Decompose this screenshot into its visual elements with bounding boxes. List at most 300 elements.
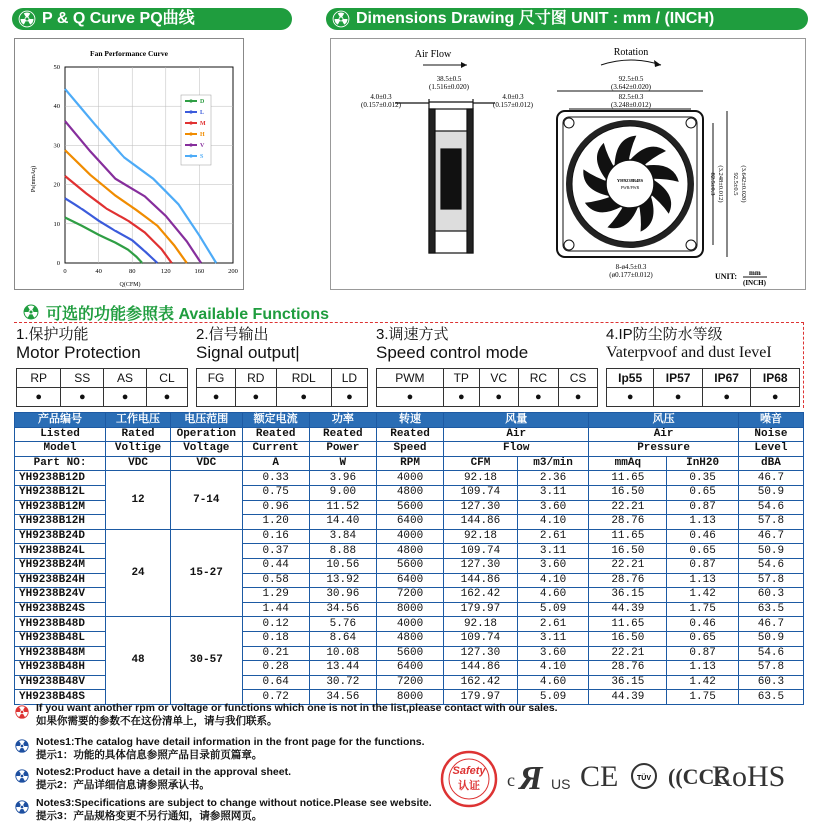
outer-height-dim-inch: (3.642±0.020): [740, 165, 747, 203]
hole-spacing-dim: 82.5±0.3: [618, 93, 644, 101]
value-cell: 92.18: [444, 529, 518, 544]
function-available-dot: ●: [17, 388, 61, 407]
note-text-en: If you want another rpm or voltage or functions which one is not in the list,please contact with our sales.: [36, 702, 558, 714]
function-code-ss: SS: [61, 369, 104, 388]
spec-units-row: [15, 456, 804, 471]
value-cell: 5600: [376, 500, 443, 515]
value-cell: 162.42: [444, 675, 518, 690]
spec-header-cell: Voltage: [171, 442, 243, 457]
value-cell: 7200: [376, 588, 443, 603]
spec-header-cell: 产品编号: [15, 413, 106, 428]
value-cell: 0.12: [242, 617, 309, 632]
ul-mark: Я: [519, 760, 543, 797]
function-codes-table: [16, 368, 188, 407]
legend-marker-h: [189, 132, 192, 135]
spec-header-cell: Air: [444, 427, 589, 442]
radiation-icon: [14, 799, 30, 815]
left-flange-dim-inch: (0.157±0.012): [360, 101, 402, 109]
air-flow-label: Air Flow: [414, 49, 452, 60]
spec-header-cell: Voltige: [106, 442, 171, 457]
value-cell: 179.97: [444, 602, 518, 617]
value-cell: 6400: [376, 573, 443, 588]
value-cell: 28.76: [589, 573, 667, 588]
legend-label-v: V: [200, 143, 205, 149]
spec-header-cell: Reated: [242, 427, 309, 442]
function-code-rp: RP: [17, 369, 61, 388]
x-tick-label: 0: [63, 268, 67, 275]
value-cell: 57.8: [738, 661, 803, 676]
value-cell: 0.87: [667, 646, 739, 661]
x-tick-label: 120: [160, 268, 171, 275]
spec-header-cell: Pressure: [589, 442, 739, 457]
note-text-cn: 如果你需要的参数不在这份清单上，请与我们联系。: [36, 715, 278, 727]
function-group-en: Vaterpvoof and dust IeveI: [606, 344, 772, 361]
spec-table: [14, 412, 804, 705]
function-available-dot: ●: [654, 388, 703, 407]
function-available-dot: ●: [276, 388, 331, 407]
spec-header-cell: Noise: [738, 427, 803, 442]
model-cell: YH9238B48H: [15, 661, 106, 676]
value-cell: 11.65: [589, 617, 667, 632]
function-code-tp: TP: [443, 369, 479, 388]
value-cell: 127.30: [444, 500, 518, 515]
function-code-as: AS: [104, 369, 147, 388]
value-cell: 8000: [376, 690, 443, 705]
value-cell: 6400: [376, 661, 443, 676]
tuv-mark: [630, 762, 658, 790]
value-cell: 1.13: [667, 573, 739, 588]
function-available-dot: ●: [146, 388, 187, 407]
safety-cn-text: 认证: [458, 779, 480, 792]
radiation-icon: [332, 10, 350, 28]
value-cell: 8.88: [309, 544, 376, 559]
spec-header-cell: Air: [589, 427, 739, 442]
fan-side-view: [395, 99, 495, 253]
model-cell: YH9238B12M: [15, 500, 106, 515]
function-group-en: Signal output|: [196, 343, 300, 362]
value-cell: 4800: [376, 631, 443, 646]
dimensions-title: Dimensions Drawing 尺寸图 UNIT : mm / (INCH): [356, 10, 715, 27]
function-code-ip55: Ip55: [607, 369, 654, 388]
outer-height-dim: 92.5±0.5: [732, 172, 739, 196]
value-cell: 54.6: [738, 558, 803, 573]
model-cell: YH9238B48D: [15, 617, 106, 632]
spec-unit-cell: InH20: [667, 456, 739, 471]
value-cell: 0.21: [242, 646, 309, 661]
function-group-4-title: [606, 326, 772, 362]
value-cell: 5600: [376, 646, 443, 661]
right-flange-dim-inch: (0.157±0.012): [492, 101, 534, 109]
outer-width-dim: 92.5±0.5: [618, 75, 644, 83]
y-tick-label: 30: [53, 142, 60, 150]
legend-marker-d: [189, 99, 192, 102]
value-cell: 0.75: [242, 485, 309, 500]
function-code-pwm: PWM: [377, 369, 444, 388]
value-cell: 1.13: [667, 661, 739, 676]
model-cell: YH9238B12H: [15, 515, 106, 530]
function-available-dot: ●: [607, 388, 654, 407]
value-cell: 10.56: [309, 558, 376, 573]
rated-voltage-cell: 12: [106, 471, 171, 529]
function-group-1-title: [16, 326, 141, 362]
value-cell: 13.92: [309, 573, 376, 588]
function-group-cn: 3.调速方式: [376, 326, 449, 343]
legend-box: [181, 95, 211, 165]
functions-border-right: [803, 322, 804, 408]
spec-header-cell: Reated: [309, 427, 376, 442]
value-cell: 179.97: [444, 690, 518, 705]
value-cell: 60.3: [738, 588, 803, 603]
legend-marker-v: [189, 143, 192, 146]
value-cell: 2.61: [517, 617, 589, 632]
spec-header-cell: 风压: [589, 413, 739, 428]
spec-header-cell: 转速: [376, 413, 443, 428]
value-cell: 162.42: [444, 588, 518, 603]
value-cell: 4.10: [517, 573, 589, 588]
model-cell: YH9238B24V: [15, 588, 106, 603]
spec-header-cell: Speed: [376, 442, 443, 457]
value-cell: 3.11: [517, 631, 589, 646]
right-flange-dim: 4.0±0.3: [502, 93, 524, 101]
value-cell: 63.5: [738, 602, 803, 617]
spec-header-cell: Level: [738, 442, 803, 457]
value-cell: 144.86: [444, 573, 518, 588]
spec-unit-cell: A: [242, 456, 309, 471]
function-group-cn: 2.信号输出: [196, 326, 269, 343]
spec-header-row: [15, 413, 804, 428]
value-cell: 92.18: [444, 617, 518, 632]
fan-model-label: YH9238B48S: [616, 178, 644, 183]
value-cell: 8000: [376, 602, 443, 617]
value-cell: 8.64: [309, 631, 376, 646]
value-cell: 10.08: [309, 646, 376, 661]
value-cell: 0.33: [242, 471, 309, 486]
value-cell: 1.13: [667, 515, 739, 530]
fan-power-label: PWR/PWR: [620, 185, 640, 190]
spec-unit-cell: CFM: [444, 456, 518, 471]
value-cell: 34.56: [309, 602, 376, 617]
value-cell: 4000: [376, 471, 443, 486]
model-cell: YH9238B24M: [15, 558, 106, 573]
legend-marker-l: [189, 110, 192, 113]
function-codes-table: [376, 368, 598, 407]
value-cell: 46.7: [738, 529, 803, 544]
spec-unit-cell: dBA: [738, 456, 803, 471]
spec-header-cell: 噪音: [738, 413, 803, 428]
spec-unit-cell: Part NO:: [15, 456, 106, 471]
model-cell: YH9238B48L: [15, 631, 106, 646]
value-cell: 36.15: [589, 675, 667, 690]
value-cell: 5.09: [517, 690, 589, 705]
value-cell: 4000: [376, 529, 443, 544]
spec-unit-cell: VDC: [171, 456, 243, 471]
value-cell: 44.39: [589, 602, 667, 617]
rated-voltage-cell: 48: [106, 617, 171, 705]
value-cell: 9.00: [309, 485, 376, 500]
function-available-dot: ●: [236, 388, 277, 407]
value-cell: 46.7: [738, 471, 803, 486]
value-cell: 1.20: [242, 515, 309, 530]
x-axis-label: Q(CFM): [119, 282, 141, 288]
value-cell: 28.76: [589, 515, 667, 530]
model-cell: YH9238B24L: [15, 544, 106, 559]
value-cell: 28.76: [589, 661, 667, 676]
value-cell: 1.44: [242, 602, 309, 617]
function-available-dot: ●: [751, 388, 800, 407]
value-cell: 22.21: [589, 646, 667, 661]
value-cell: 4800: [376, 485, 443, 500]
value-cell: 0.72: [242, 690, 309, 705]
value-cell: 0.16: [242, 529, 309, 544]
value-cell: 30.72: [309, 675, 376, 690]
value-cell: 4000: [376, 617, 443, 632]
value-cell: 127.30: [444, 646, 518, 661]
y-tick-label: 50: [53, 64, 60, 71]
voltage-range-cell: 30-57: [171, 617, 243, 705]
note-text-cn: 提示2：产品详细信息请参照承认书。: [36, 779, 210, 791]
value-cell: 0.65: [667, 544, 739, 559]
spec-unit-cell: RPM: [376, 456, 443, 471]
x-tick-label: 80: [128, 268, 136, 275]
spec-header-row: [15, 442, 804, 457]
pq-chart-box: [14, 38, 244, 290]
value-cell: 54.6: [738, 646, 803, 661]
spec-header-cell: Current: [242, 442, 309, 457]
functions-title: 可选的功能参照表 Available Functions: [46, 306, 329, 323]
value-cell: 22.21: [589, 558, 667, 573]
value-cell: 109.74: [444, 485, 518, 500]
value-cell: 0.65: [667, 485, 739, 500]
function-available-dot: ●: [61, 388, 104, 407]
value-cell: 3.60: [517, 558, 589, 573]
safety-certified-logo: [440, 750, 498, 808]
rotation-label: Rotation: [613, 47, 649, 58]
hole-spacing-dim-inch: (3.248±0.012): [610, 101, 652, 109]
y-tick-label: 10: [53, 220, 60, 228]
model-cell: YH9238B24S: [15, 602, 106, 617]
function-code-ip67: IP67: [702, 369, 751, 388]
outer-width-dim-inch: (3.642±0.020): [610, 83, 652, 91]
function-code-ld: LD: [331, 369, 367, 388]
hole-spacing-v-dim: 82.5±0.3: [709, 172, 716, 196]
value-cell: 144.86: [444, 515, 518, 530]
value-cell: 4.60: [517, 588, 589, 603]
y-tick-label: 0: [56, 260, 60, 267]
value-cell: 1.42: [667, 675, 739, 690]
value-cell: 46.7: [738, 617, 803, 632]
value-cell: 0.96: [242, 500, 309, 515]
function-group-cn: 1.保护功能: [16, 326, 89, 343]
function-codes-table: [196, 368, 368, 407]
spec-header-cell: Power: [309, 442, 376, 457]
spec-header-cell: 电压范围: [171, 413, 243, 428]
spec-header-row: [15, 427, 804, 442]
ccc-mark: ((CCC: [668, 764, 731, 789]
table-row: [15, 471, 804, 486]
legend-label-m: M: [200, 121, 206, 127]
left-flange-dim: 4.0±0.3: [370, 93, 392, 101]
y-axis-label: Ps(mmAq): [31, 165, 37, 193]
value-cell: 1.75: [667, 602, 739, 617]
value-cell: 5.09: [517, 602, 589, 617]
model-cell: YH9238B48S: [15, 690, 106, 705]
model-cell: YH9238B24H: [15, 573, 106, 588]
function-code-cs: CS: [559, 369, 598, 388]
unit-mm: mm: [749, 269, 761, 277]
value-cell: 2.61: [517, 529, 589, 544]
value-cell: 34.56: [309, 690, 376, 705]
function-code-rd: RD: [236, 369, 277, 388]
function-available-dot: ●: [377, 388, 444, 407]
safety-top-text: Safety: [452, 765, 486, 777]
spec-header-cell: Reated: [376, 427, 443, 442]
value-cell: 0.37: [242, 544, 309, 559]
legend-marker-s: [189, 154, 192, 157]
value-cell: 0.64: [242, 675, 309, 690]
value-cell: 22.21: [589, 500, 667, 515]
pq-curve-header: [12, 8, 292, 30]
x-tick-label: 40: [95, 268, 102, 275]
value-cell: 4.60: [517, 675, 589, 690]
model-cell: YH9238B12L: [15, 485, 106, 500]
value-cell: 0.44: [242, 558, 309, 573]
dimension-drawing-box: [330, 38, 806, 290]
spec-header-cell: Rated: [106, 427, 171, 442]
function-code-fg: FG: [197, 369, 236, 388]
radiation-icon: [14, 768, 30, 784]
unit-label: UNIT:: [715, 272, 738, 281]
hole-spacing-v-dim-inch: (3.248±0.012): [717, 165, 724, 203]
function-available-dot: ●: [518, 388, 558, 407]
model-cell: YH9238B24D: [15, 529, 106, 544]
note-text-cn: 提示3：产品规格变更不另行通知，请参照网页。: [36, 810, 263, 822]
value-cell: 0.65: [667, 631, 739, 646]
value-cell: 7200: [376, 675, 443, 690]
function-group-2-title: [196, 326, 300, 362]
spec-unit-cell: mmAq: [589, 456, 667, 471]
x-tick-label: 200: [228, 268, 238, 275]
value-cell: 4.10: [517, 661, 589, 676]
dimension-drawing: [331, 39, 805, 289]
rohs-mark: RoHS: [712, 760, 786, 793]
fan-front-view: [557, 91, 727, 257]
value-cell: 92.18: [444, 471, 518, 486]
function-code-rdl: RDL: [276, 369, 331, 388]
value-cell: 63.5: [738, 690, 803, 705]
function-available-dot: ●: [702, 388, 751, 407]
value-cell: 5.76: [309, 617, 376, 632]
value-cell: 3.84: [309, 529, 376, 544]
value-cell: 0.28: [242, 661, 309, 676]
value-cell: 3.11: [517, 485, 589, 500]
value-cell: 0.46: [667, 617, 739, 632]
functions-divider: [14, 322, 804, 323]
radiation-icon: [14, 704, 30, 720]
value-cell: 36.15: [589, 588, 667, 603]
value-cell: 3.96: [309, 471, 376, 486]
value-cell: 1.29: [242, 588, 309, 603]
function-available-dot: ●: [104, 388, 147, 407]
value-cell: 0.35: [667, 471, 739, 486]
function-group-3-title: [376, 326, 528, 362]
value-cell: 4.10: [517, 515, 589, 530]
function-available-dot: ●: [443, 388, 479, 407]
pq-curve-title: P & Q Curve PQ曲线: [42, 10, 195, 27]
chart-title: Fan Performance Curve: [90, 49, 168, 58]
function-group-en: Speed control mode: [376, 343, 529, 362]
function-codes-table: [606, 368, 800, 407]
value-cell: 11.65: [589, 471, 667, 486]
note-text-en: Notes1:The catalog have detail information in the front page for the functions.: [36, 736, 425, 748]
side-width-dim-inch: (1.516±0.020): [428, 83, 470, 91]
function-available-dot: ●: [559, 388, 598, 407]
table-row: [15, 617, 804, 632]
value-cell: 144.86: [444, 661, 518, 676]
radiation-icon: [22, 303, 40, 321]
legend-label-s: S: [200, 154, 204, 160]
function-available-dot: ●: [331, 388, 367, 407]
value-cell: 50.9: [738, 544, 803, 559]
value-cell: 16.50: [589, 544, 667, 559]
note-text-en: Notes2:Product have a detail in the approval sheet.: [36, 766, 291, 778]
value-cell: 16.50: [589, 631, 667, 646]
value-cell: 57.8: [738, 573, 803, 588]
spec-header-cell: Model: [15, 442, 106, 457]
note-text-cn: 提示1：功能的具体信息参照产品目录前页篇章。: [36, 749, 263, 761]
table-row: [15, 529, 804, 544]
value-cell: 11.65: [589, 529, 667, 544]
value-cell: 3.60: [517, 500, 589, 515]
y-tick-label: 20: [53, 181, 60, 189]
spec-header-cell: Operation: [171, 427, 243, 442]
spec-unit-cell: VDC: [106, 456, 171, 471]
value-cell: 50.9: [738, 485, 803, 500]
value-cell: 0.87: [667, 558, 739, 573]
value-cell: 44.39: [589, 690, 667, 705]
value-cell: 57.8: [738, 515, 803, 530]
side-width-dim: 38.5±0.5: [436, 75, 462, 83]
x-tick-label: 160: [194, 268, 205, 275]
value-cell: 3.60: [517, 646, 589, 661]
value-cell: 0.58: [242, 573, 309, 588]
model-cell: YH9238B48M: [15, 646, 106, 661]
note-text-en: Notes3:Specifications are subject to change without notice.Please see website.: [36, 797, 432, 809]
voltage-range-cell: 7-14: [171, 471, 243, 529]
model-cell: YH9238B48V: [15, 675, 106, 690]
spec-header-cell: Listed: [15, 427, 106, 442]
ul-c: c: [507, 770, 515, 790]
voltage-range-cell: 15-27: [171, 529, 243, 617]
spec-header-cell: 工作电压: [106, 413, 171, 428]
legend-label-l: L: [200, 110, 205, 116]
mount-hole-dim: 8-ø4.5±0.3: [615, 263, 647, 271]
value-cell: 54.6: [738, 500, 803, 515]
value-cell: 1.42: [667, 588, 739, 603]
spec-header-cell: 功率: [309, 413, 376, 428]
value-cell: 13.44: [309, 661, 376, 676]
value-cell: 30.96: [309, 588, 376, 603]
function-code-cl: CL: [146, 369, 187, 388]
function-group-en: Motor Protection: [16, 343, 141, 362]
value-cell: 50.9: [738, 631, 803, 646]
value-cell: 0.46: [667, 529, 739, 544]
value-cell: 0.18: [242, 631, 309, 646]
value-cell: 4800: [376, 544, 443, 559]
y-tick-label: 40: [53, 103, 60, 111]
unit-inch: (INCH): [743, 279, 766, 287]
spec-unit-cell: m3/min: [517, 456, 589, 471]
value-cell: 109.74: [444, 631, 518, 646]
